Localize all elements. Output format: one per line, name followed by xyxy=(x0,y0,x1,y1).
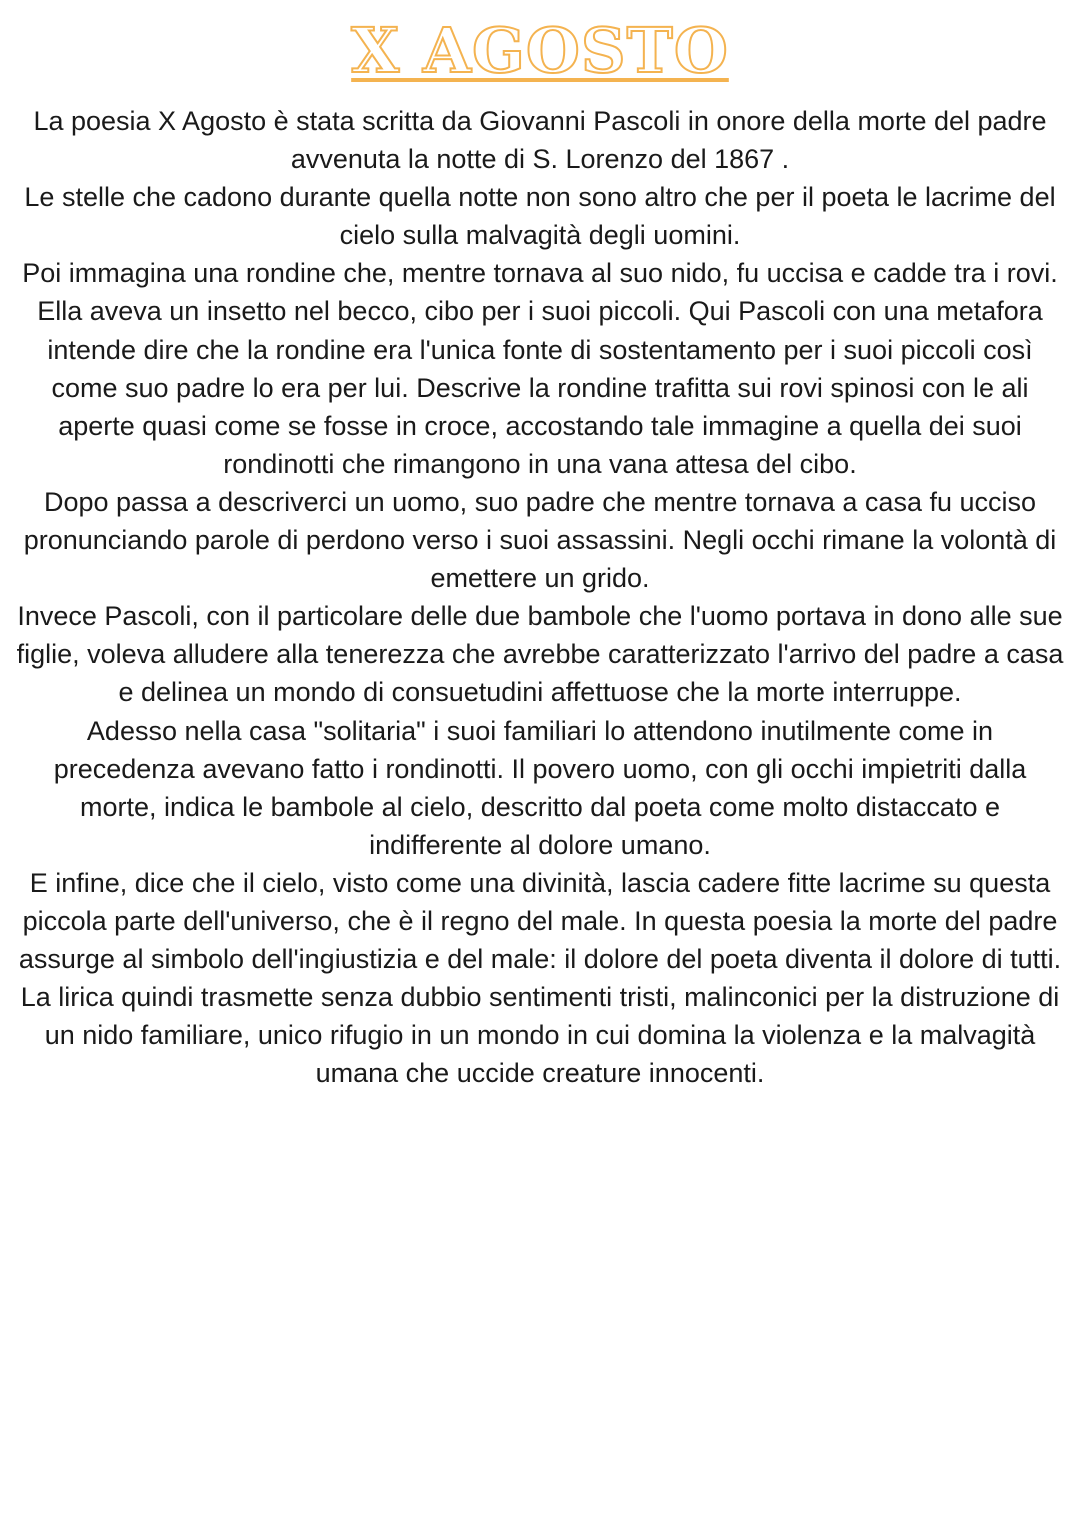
page-title: X AGOSTO xyxy=(351,14,729,87)
title-container xyxy=(0,14,1080,88)
paragraph-5: Dopo passa a descriverci un uomo, suo padre che mentre tornava a casa fu ucciso pronunciando parole di perdono verso i suoi assassini. Negli occhi rimane la volontà di emettere un grido. xyxy=(23,486,1057,594)
paragraph-4: Ella aveva un insetto nel becco, cibo per i suoi piccoli. Qui Pascoli con una metafora intende dire che la rondine era l'unica fonte di sostentamento per i suoi piccoli così come suo padre lo era per lui. Descrive la rondine trafitta sui rovi spinosi con le ali aperte quasi come se fosse in croce, accostando tale immagine a quella dei suoi rondinotti che rimangono in una vana attesa del cibo. xyxy=(37,296,1043,479)
paragraph-7: Adesso nella casa "solitaria" i suoi familiari lo attendono inutilmente come in precedenza avevano fatto i rondinotti. Il povero uomo, con gli occhi impietriti dalla morte, indica le bambole al cielo, descritto dal poeta come molto distaccato e indifferente al dolore umano. xyxy=(53,715,1027,860)
paragraph-2: Le stelle che cadono durante quella notte non sono altro che per il poeta le lacrime del cielo sulla malvagità degli uomini. xyxy=(24,182,1056,251)
paragraph-6: Invece Pascoli, con il particolare delle due bambole che l'uomo portava in dono alle sue figlie, voleva alludere alla tenerezza che avrebbe caratterizzato l'arrivo del padre a casa e delinea un mondo di consuetudini affettuose che la morte interruppe. xyxy=(16,601,1064,708)
paragraph-8: E infine, dice che il cielo, visto come una divinità, lascia cadere fitte lacrime su questa piccola parte dell'universo, che è il regno del male. In questa poesia la morte del padre assurge al simbolo dell'ingiustizia e del male: il dolore del poeta diventa il dolore di tutti. xyxy=(18,867,1062,975)
paragraph-1: La poesia X Agosto è stata scritta da Giovanni Pascoli in onore della morte del padre avvenuta la notte di S. Lorenzo del 1867 . xyxy=(33,106,1047,175)
paragraph-9: La lirica quindi trasmette senza dubbio sentimenti tristi, malinconici per la distruzione di un nido familiare, unico rifugio in un mondo in cui domina la violenza e la malvagità umana che uccide creature innocenti. xyxy=(20,982,1060,1089)
document-body xyxy=(14,102,1066,1092)
paragraph-3: Poi immagina una rondine che, mentre tornava al suo nido, fu uccisa e cadde tra i rovi. xyxy=(22,258,1058,289)
